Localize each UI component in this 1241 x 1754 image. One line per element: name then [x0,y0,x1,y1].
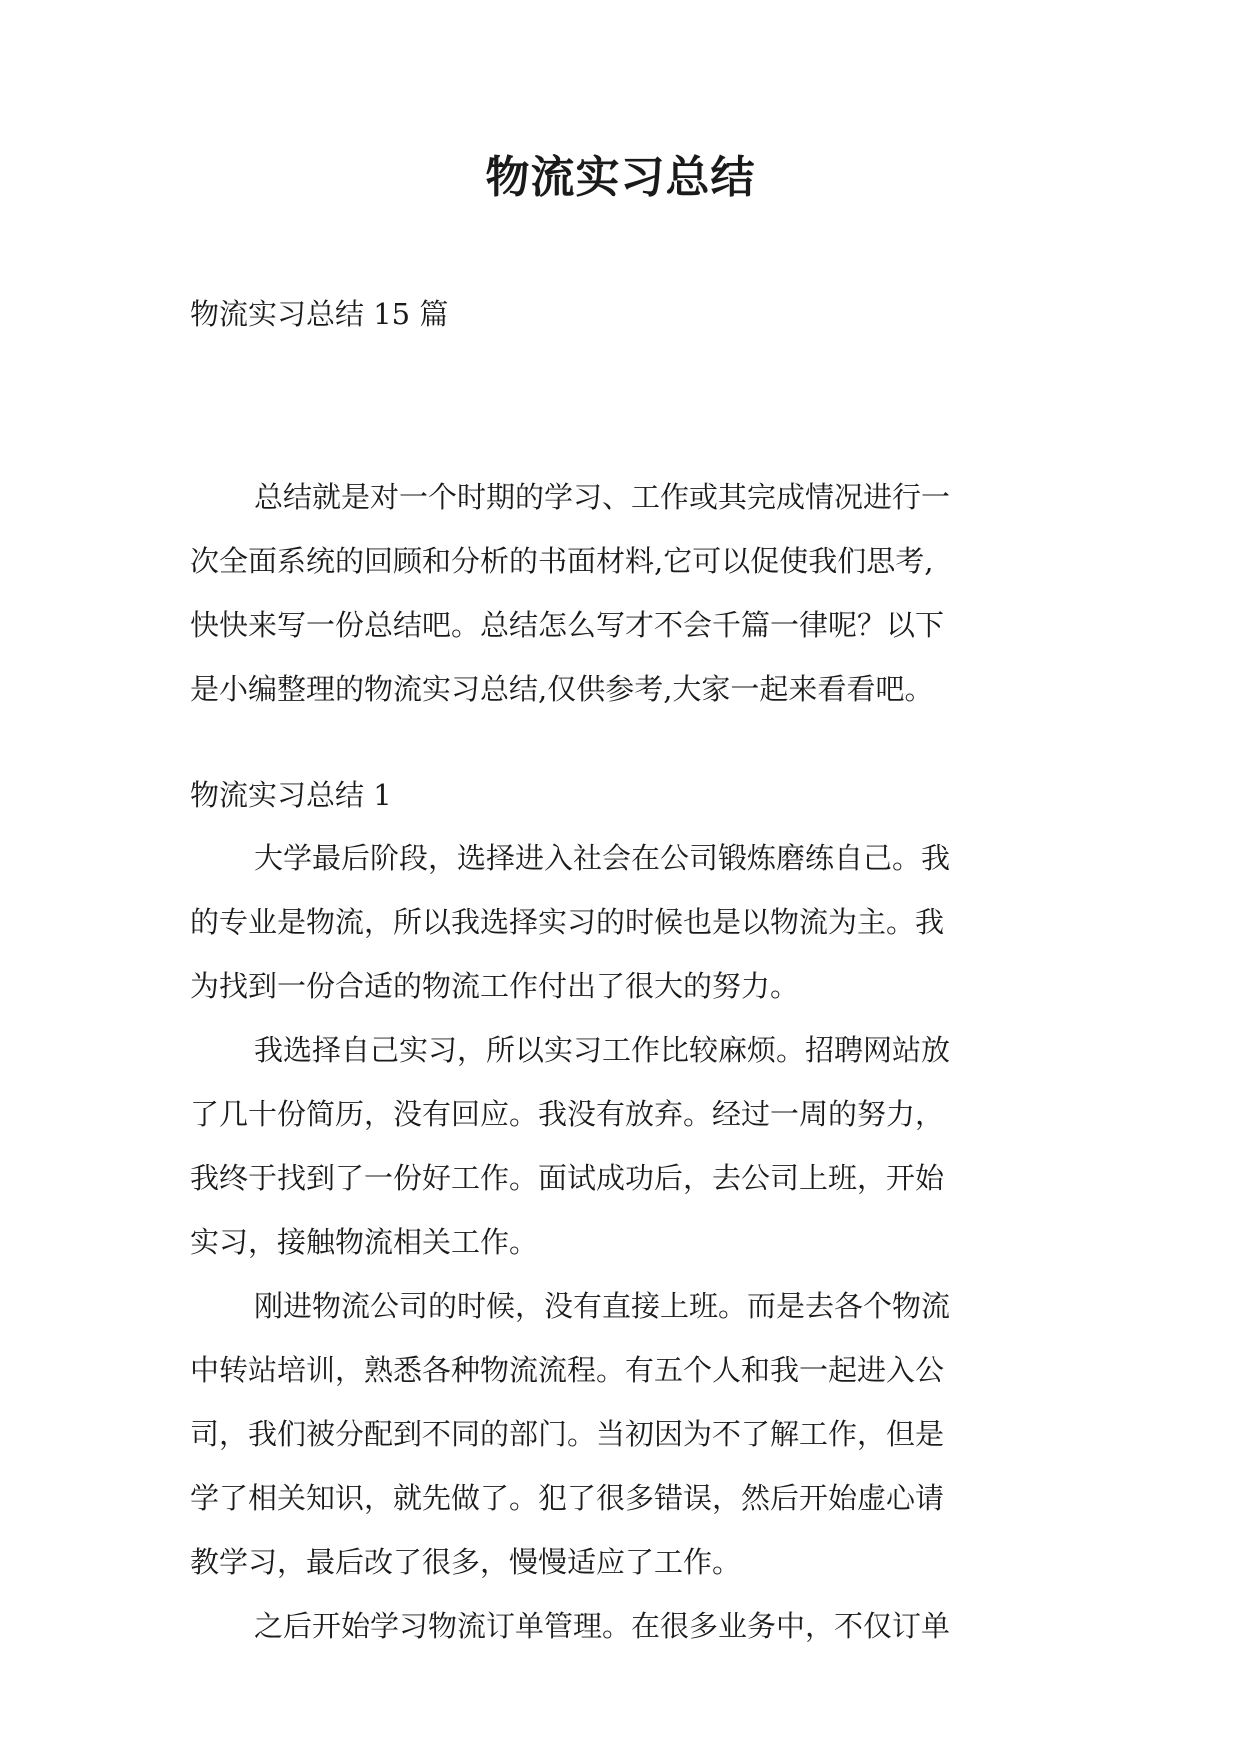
intro-line: 总结就是对一个时期的学习、工作或其完成情况进行一 [254,480,951,514]
paragraph-line: 的专业是物流，所以我选择实习的时候也是以物流为主。我 [190,905,945,939]
paragraph-line: 司，我们被分配到不同的部门。当初因为不了解工作，但是 [190,1417,945,1451]
summary-section-1 [190,764,1070,1658]
paragraph-line: 大学最后阶段，选择进入社会在公司锻炼磨练自己。我 [254,841,951,875]
paragraph-line: 学了相关知识，就先做了。犯了很多错误，然后开始虚心请 [190,1481,945,1515]
body-paragraph [190,1594,1070,1658]
intro-line: 次全面系统的回顾和分析的书面材料,它可以促使我们思考, [190,544,934,578]
paragraph-line: 我选择自己实习，所以实习工作比较麻烦。招聘网站放 [254,1033,951,1067]
document-title: 物流实习总结 [485,152,756,203]
intro-line: 是小编整理的物流实习总结,仅供参考,大家一起来看看吧。 [190,672,934,706]
paragraph-line: 之后开始学习物流订单管理。在很多业务中，不仅订单 [254,1609,951,1643]
body-paragraph [190,1274,1070,1594]
paragraph-line: 为找到一份合适的物流工作付出了很大的努力。 [190,969,800,1003]
paragraph-line: 我终于找到了一份好工作。面试成功后，去公司上班，开始 [190,1161,945,1195]
body-paragraph [190,1018,1070,1274]
paragraph-line: 教学习，最后改了很多，慢慢适应了工作。 [190,1545,742,1579]
document-subtitle: 物流实习总结 15 篇 [190,297,449,331]
paragraph-line: 实习，接触物流相关工作。 [190,1225,539,1259]
intro-line: 快快来写一份总结吧。总结怎么写才不会千篇一律呢？以下 [190,608,945,642]
intro-paragraph [190,465,1050,721]
paragraph-line: 刚进物流公司的时候，没有直接上班。而是去各个物流 [254,1289,951,1323]
paragraph-line: 中转站培训，熟悉各种物流流程。有五个人和我一起进入公 [190,1353,945,1387]
section-heading: 物流实习总结 1 [190,778,392,812]
body-paragraph [190,826,1070,1018]
paragraph-line: 了几十份简历，没有回应。我没有放弃。经过一周的努力， [190,1097,945,1131]
